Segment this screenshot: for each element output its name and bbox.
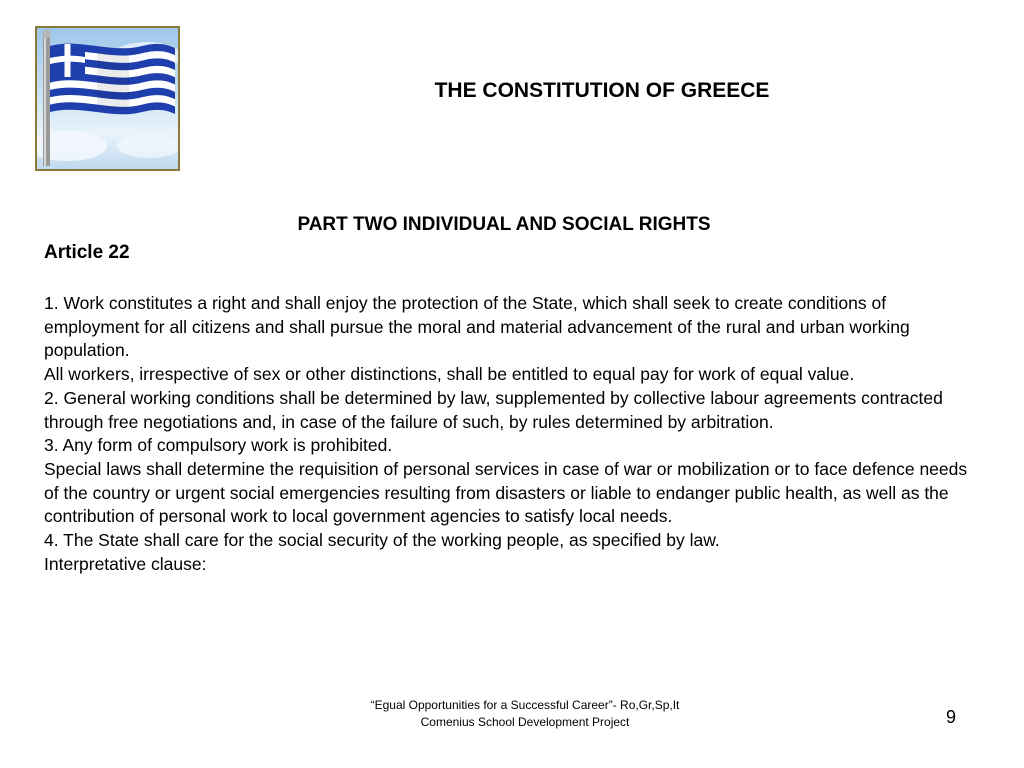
paragraph-4: 3. Any form of compulsory work is prohibited. (44, 435, 393, 456)
paragraph-3: 2. General working conditions shall be determined by law, supplemented by collective labour agreements contracted through free negotiations and, in case of the failure of such, by rules determined by arbitration. (44, 387, 943, 432)
article-body (44, 292, 974, 576)
paragraph-2: All workers, irrespective of sex or other distinctions, shall be entitled to equal pay for work of equal value. (44, 364, 855, 385)
paragraph-1: 1. Work constitutes a right and shall enjoy the protection of the State, which shall seek to create conditions of employment for all citizens and shall pursue the moral and material advancement of the rural and urban working population. (44, 293, 910, 361)
paragraph-7: Interpretative clause: (44, 553, 207, 574)
greek-flag-icon (37, 28, 178, 169)
article-heading: Article 22 (44, 242, 130, 263)
footer (300, 697, 750, 731)
paragraph-6: 4. The State shall care for the social security of the working people, as specified by law. (44, 530, 720, 551)
paragraph-5: Special laws shall determine the requisition of personal services in case of war or mobilization or to face defence needs of the country or urgent social emergencies resulting from disasters or liable to endanger public health, as well as the contribution of personal work to local government agencies to satisfy local needs. (44, 458, 968, 527)
page-number: 9 (946, 707, 957, 727)
footer-project-title: “Egual Opportunities for a Successful Career”- Ro,Gr,Sp,It (370, 698, 680, 712)
slide-title: THE CONSTITUTION OF GREECE (434, 79, 770, 102)
footer-project-name: Comenius School Development Project (420, 715, 630, 729)
greek-flag-image (35, 26, 180, 171)
part-heading: PART TWO INDIVIDUAL AND SOCIAL RIGHTS (297, 214, 711, 235)
